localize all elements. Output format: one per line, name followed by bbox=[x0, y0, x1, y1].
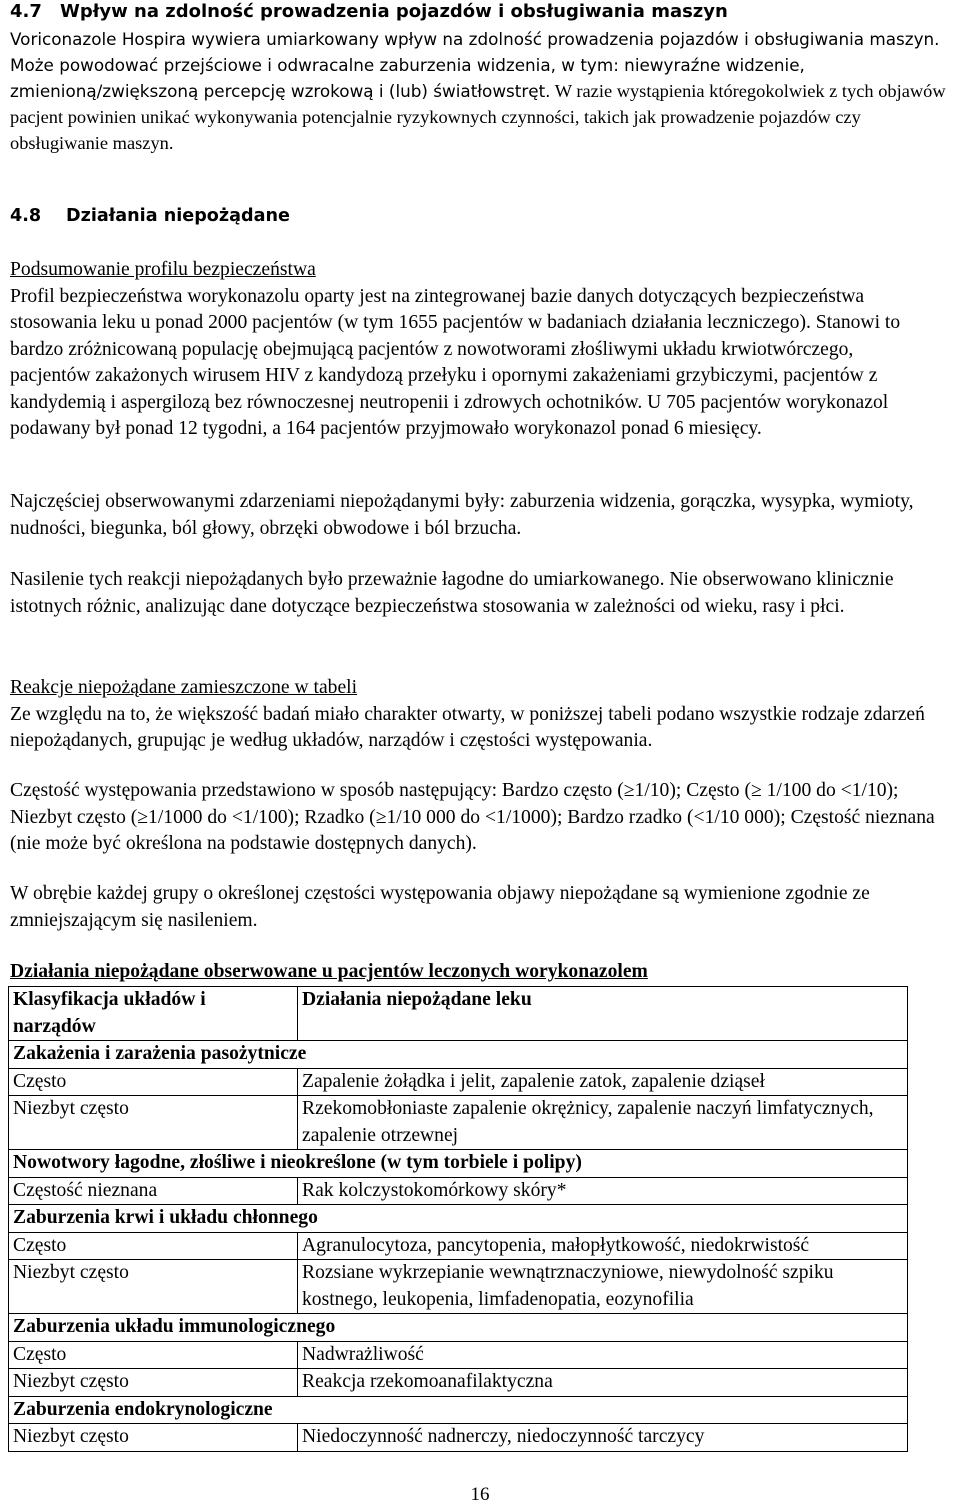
paragraph-part-serif: W razie wystąpienia któregokolwiek z tych objawów pacjent powinien unikać wykonywania potencjalnie ryzykownych czynności, takich jak prowadzenie pojazdów czy obsługiwanie maszyn. bbox=[10, 81, 946, 153]
paragraph-frequency-definitions: Częstość występowania przedstawiono w sposób następujący: Bardzo często (≥1/10); Często (≥ 1/100 do <1/10); Niezbyt często (≥1/1000 do <1/100); Rzadko (≥1/10 000 do <1/1000); Bardzo rzadko (<1/10 000); Częstość nieznana (nie może być określona na podstawie dostępnych danych). bbox=[10, 780, 935, 854]
group-row bbox=[9, 1150, 908, 1178]
page-number: 16 bbox=[470, 1484, 490, 1505]
section-number: 4.8 bbox=[10, 206, 42, 226]
table-row bbox=[9, 1341, 908, 1369]
section-title: Wpływ na zdolność prowadzenia pojazdów i obsługiwania maszyn bbox=[60, 1, 728, 22]
frequency-cell: Często bbox=[9, 1068, 298, 1096]
subheading-safety-summary: Podsumowanie profilu bezpieczeństwa bbox=[10, 259, 316, 280]
paragraph-severity: Nasilenie tych reakcji niepożądanych było przeważnie łagodne do umiarkowanego. Nie obserwowano klinicznie istotnych różnic, analizując dane dotyczące bezpieczeństwa stosowania w zależności od wieku, rasy i płci. bbox=[10, 569, 894, 617]
group-row bbox=[9, 1396, 908, 1424]
table-row bbox=[9, 1260, 908, 1314]
section-number: 4.7 bbox=[10, 1, 42, 22]
adverse-reactions-table bbox=[8, 986, 908, 1452]
frequency-cell: Niezbyt często bbox=[9, 1096, 298, 1150]
frequency-cell: Często bbox=[9, 1232, 298, 1260]
table-row bbox=[9, 1424, 908, 1452]
section-title: Działania niepożądane bbox=[66, 206, 290, 226]
group-name: Zaburzenia układu immunologicznego bbox=[9, 1314, 908, 1342]
table-row bbox=[9, 1369, 908, 1397]
paragraph-ordering: W obrębie każdej grupy o określonej częstości występowania objawy niepożądane są wymienione zgodnie ze zmniejszającym się nasileniem. bbox=[10, 883, 870, 931]
header-cell-reactions: Działania niepożądane leku bbox=[298, 987, 908, 1041]
paragraph-common-events: Najczęściej obserwowanymi zdarzeniami niepożądanymi były: zaburzenia widzenia, gorączka, wysypka, wymioty, nudności, biegunka, ból głowy, obrzęki obwodowe i ból brzucha. bbox=[10, 491, 914, 539]
table-header-row bbox=[9, 987, 908, 1041]
section-4-7-paragraph bbox=[10, 26, 955, 156]
paragraph-table-intro: Ze względu na to, że większość badań miało charakter otwarty, w poniższej tabeli podano wszystkie rodzaje zdarzeń niepożądanych, grupując je według układów, narządów i częstości występowania. bbox=[10, 703, 925, 751]
subheading-tabulated-reactions: Reakcje niepożądane zamieszczone w tabeli bbox=[10, 677, 358, 698]
section-heading-4-7 bbox=[10, 0, 910, 25]
reaction-cell: Nadwrażliwość bbox=[298, 1341, 908, 1369]
reaction-cell: Niedoczynność nadnerczy, niedoczynność tarczycy bbox=[298, 1424, 908, 1452]
safety-summary-block bbox=[10, 257, 925, 443]
reaction-cell: Reakcja rzekomoanafilaktyczna bbox=[298, 1369, 908, 1397]
frequency-cell: Często bbox=[9, 1341, 298, 1369]
paragraph-safety-profile: Profil bezpieczeństwa worykonazolu oparty jest na zintegrowanej bazie danych dotyczących bezpieczeństwa stosowania leku u ponad 2000 pacjentów (w tym 1655 pacjentów w badaniach działania leczniczego). Stanowi to bardzo zróżnicowaną populację obejmującą pacjentów z nowotworami złośliwymi układu krwiotwórczego, pacjentów zakażonych wirusem HIV z kandydozą przełyku i opornymi zakażeniami grzybiczymi, pacjentów z kandydemią i aspergilozą bez równoczesnej neutropenii i zdrowych ochotników. U 705 pacjentów worykonazol podawany był ponad 12 tygodni, a 164 pacjentów przyjmowało worykonazol ponad 6 miesięcy. bbox=[10, 285, 901, 439]
reaction-cell: Rzekomobłoniaste zapalenie okrężnicy, zapalenie naczyń limfatycznych, zapalenie otrzewnej bbox=[298, 1096, 908, 1150]
frequency-cell: Niezbyt często bbox=[9, 1424, 298, 1452]
table-row bbox=[9, 1068, 908, 1096]
group-row bbox=[9, 1205, 908, 1233]
section-heading-4-8 bbox=[10, 203, 910, 230]
frequency-cell: Niezbyt często bbox=[9, 1369, 298, 1397]
table-row bbox=[9, 1232, 908, 1260]
group-name: Zaburzenia endokrynologiczne bbox=[9, 1396, 908, 1424]
group-name: Nowotwory łagodne, złośliwe i nieokreślone (w tym torbiele i polipy) bbox=[9, 1150, 908, 1178]
paragraph-part-sans: Voriconazole Hospira wywiera umiarkowany wpływ na zdolność prowadzenia pojazdów i obsługiwania maszyn. Może powodować przejściowe i odwracalne zaburzenia widzenia, w tym: niewyraźne widzenie, zmienioną/zwiększoną percepcję wzrokową i (lub) światłowstręt. bbox=[10, 29, 940, 101]
group-row bbox=[9, 1041, 908, 1069]
reaction-cell: Rozsiane wykrzepianie wewnątrznaczyniowe, niewydolność szpiku kostnego, leukopenia, limfadenopatia, eozynofilia bbox=[298, 1260, 908, 1314]
reaction-cell: Zapalenie żołądka i jelit, zapalenie zatok, zapalenie dziąseł bbox=[298, 1068, 908, 1096]
reaction-cell: Agranulocytoza, pancytopenia, małopłytkowość, niedokrwistość bbox=[298, 1232, 908, 1260]
frequency-cell: Niezbyt często bbox=[9, 1260, 298, 1314]
frequency-cell: Częstość nieznana bbox=[9, 1177, 298, 1205]
table-row bbox=[9, 1177, 908, 1205]
group-row bbox=[9, 1314, 908, 1342]
group-name: Zakażenia i zarażenia pasożytnicze bbox=[9, 1041, 908, 1069]
reaction-cell: Rak kolczystokomórkowy skóry* bbox=[298, 1177, 908, 1205]
table-row bbox=[9, 1096, 908, 1150]
table-title: Działania niepożądane obserwowane u pacjentów leczonych worykonazolem bbox=[10, 961, 648, 982]
table-intro-block bbox=[10, 675, 930, 755]
group-name: Zaburzenia krwi i układu chłonnego bbox=[9, 1205, 908, 1233]
header-cell-classification: Klasyfikacja układów i narządów bbox=[9, 987, 298, 1041]
